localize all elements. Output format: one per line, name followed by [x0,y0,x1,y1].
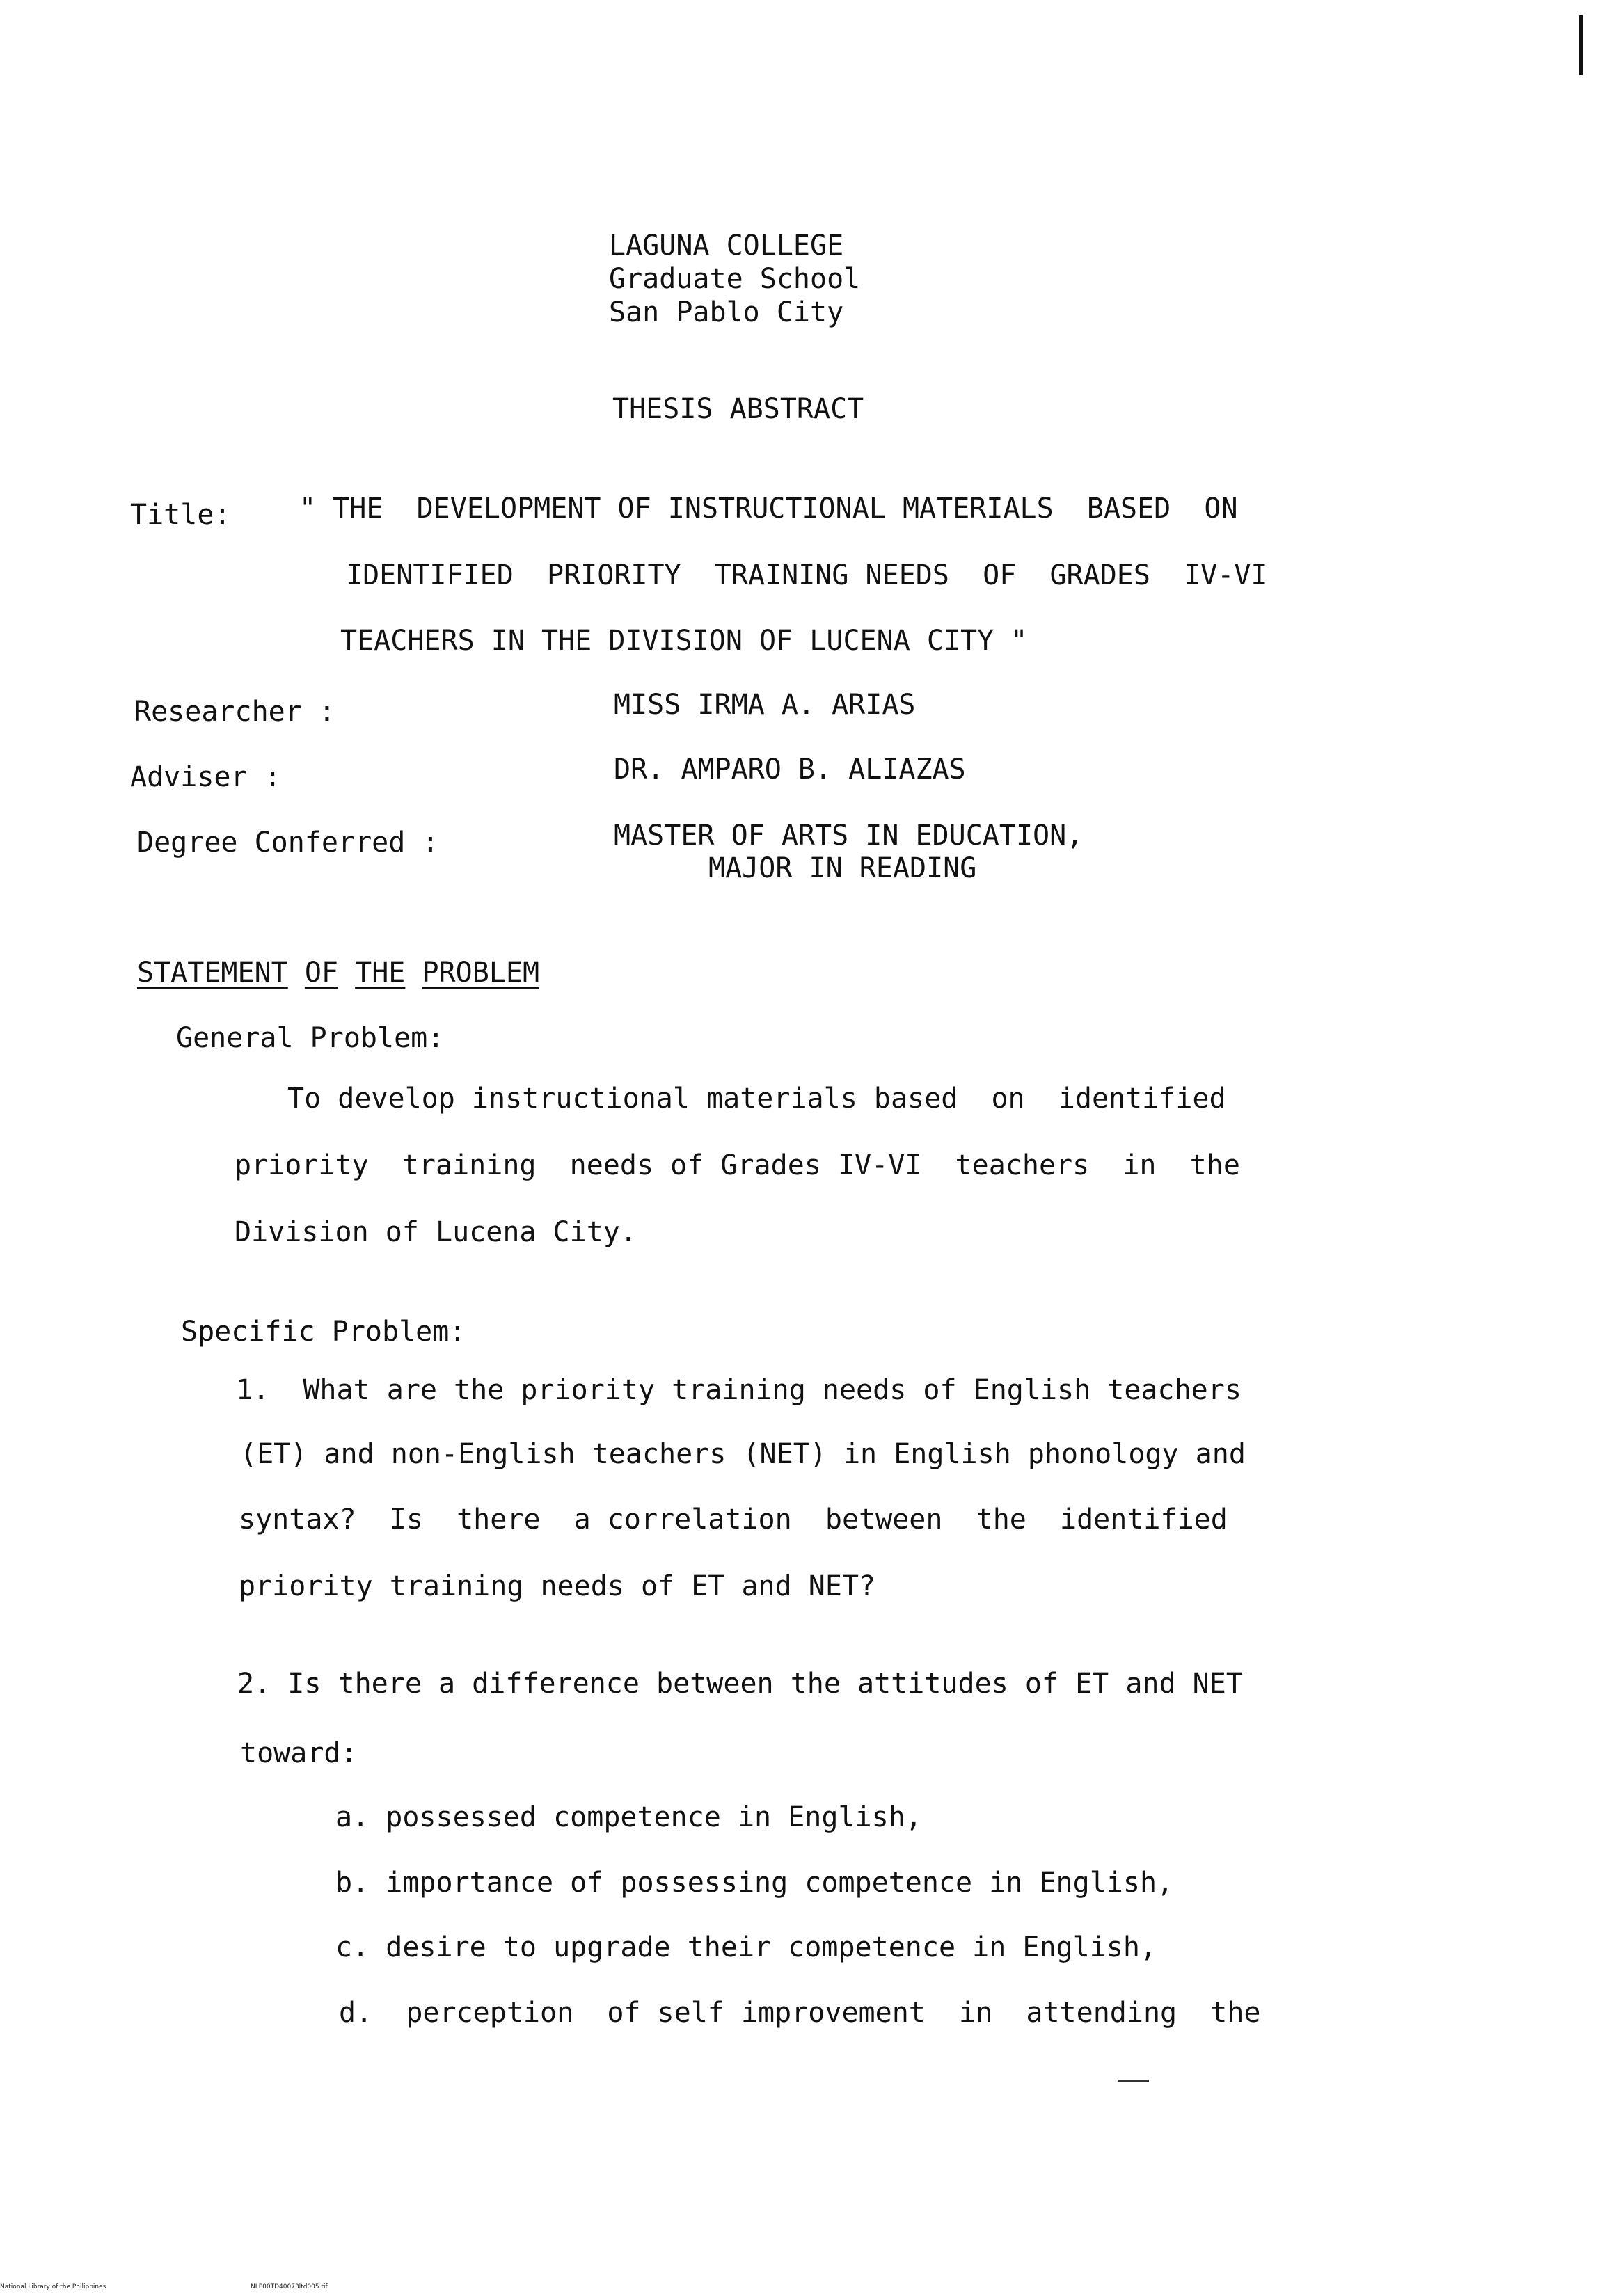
of-word: OF [304,957,339,989]
degree-value-line-2: MAJOR IN READING [708,852,977,884]
subitem-c: c. desire to upgrade their competence in English, [335,1931,1157,1963]
problem-1-line-2: (ET) and non-English teachers (NET) in English phonology and [240,1438,1246,1470]
subitem-a: a. possessed competence in English, [335,1801,922,1833]
problem-2-line-1: 2. Is there a difference between the attitudes of ET and NET [237,1668,1243,1700]
problem-1-line-1: 1. What are the priority training needs of English teachers [236,1374,1242,1406]
specific-problem-heading: Specific Problem: [181,1316,466,1348]
adviser-value: DR. AMPARO B. ALIAZAS [614,754,966,786]
document-title: THESIS ABSTRACT [612,393,864,425]
statement-word: STATEMENT [137,957,288,989]
footer-file: NLP00TD40073ltd005.tif [251,2283,328,2290]
general-problem-line-3: Division of Lucena City. [235,1216,637,1248]
general-problem-line-2: priority training needs of Grades IV-VI teachers in the [235,1149,1240,1181]
general-problem-heading: General Problem: [176,1022,445,1054]
degree-label: Degree Conferred : [137,827,439,859]
title-label: Title: [130,499,231,531]
statement-heading [137,957,539,989]
general-problem-line-1: To develop instructional materials based on identified [287,1083,1226,1115]
subitem-b: b. importance of possessing competence in English, [335,1867,1174,1899]
school-name: Graduate School [609,263,861,295]
title-line-2: IDENTIFIED PRIORITY TRAINING NEEDS OF GRADES IV-VI [346,559,1268,591]
city-name: San Pablo City [609,296,844,328]
degree-value-line-1: MASTER OF ARTS IN EDUCATION, [614,820,1084,852]
title-line-3: TEACHERS IN THE DIVISION OF LUCENA CITY " [340,625,1028,657]
problem-word: PROBLEM [422,957,540,989]
problem-1-line-4: priority training needs of ET and NET? [239,1570,876,1602]
researcher-value: MISS IRMA A. ARIAS [614,689,916,721]
footer-library: National Library of the Philippines [0,2283,106,2290]
adviser-label: Adviser : [130,761,281,793]
page-edge-mark [1579,15,1583,75]
problem-1-line-3: syntax? Is there a correlation between the identified [239,1504,1228,1536]
subitem-d: d. perception of self improvement in attending the [339,1997,1261,2029]
scan-dash-mark [1118,2080,1149,2082]
problem-2-line-2: toward: [240,1737,358,1769]
college-name: LAGUNA COLLEGE [609,230,844,262]
the-word: THE [355,957,406,989]
title-line-1: " THE DEVELOPMENT OF INSTRUCTIONAL MATERIALS BASED ON [299,493,1238,525]
researcher-label: Researcher : [134,696,335,728]
